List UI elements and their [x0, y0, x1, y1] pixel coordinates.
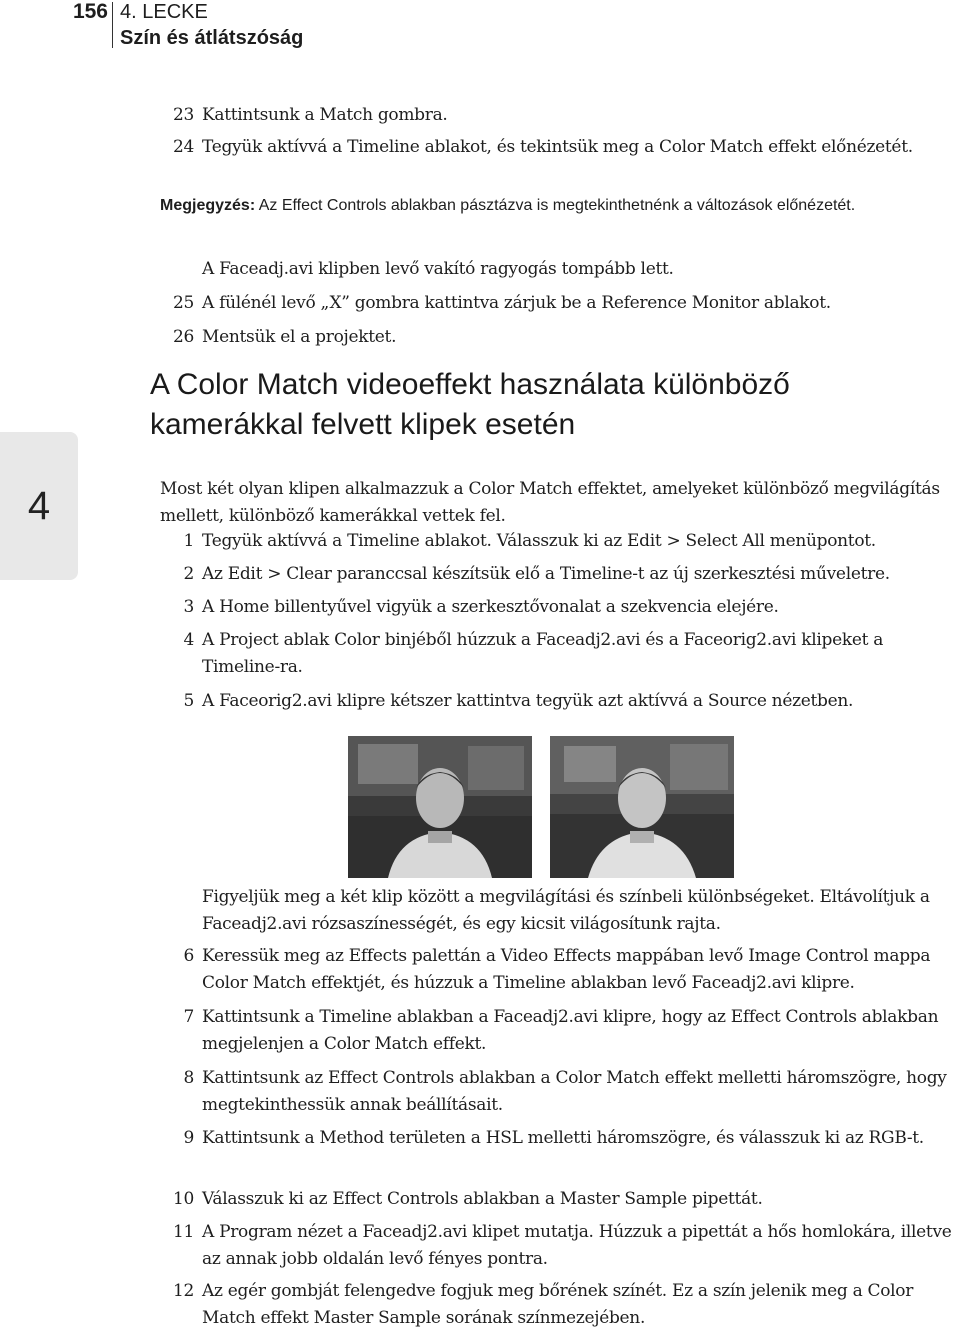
- step-item: [160, 134, 960, 161]
- step-item: [160, 594, 960, 621]
- clip-right-frame: [550, 736, 734, 878]
- step-text: A fülénél levő „X” gombra kattintva zárjuk be a Reference Monitor ablakot.: [202, 293, 831, 313]
- step-number: 8: [183, 1068, 194, 1088]
- step-item: [160, 943, 960, 997]
- step-number: 6: [183, 946, 194, 966]
- lesson-label: 4. LECKE: [120, 1, 208, 23]
- page-number: 156: [72, 0, 108, 23]
- step-text: Keressük meg az Effects palettán a Video Effects mappában levő Image Control mappa Color Match effektjét, és húzzuk a Timeline ablakban levő Faceadj2.avi klipre.: [202, 946, 931, 993]
- step-text: Tegyük aktívvá a Timeline ablakot, és tekintsük meg a Color Match effekt előnézetét.: [202, 137, 913, 157]
- step-number: 5: [183, 691, 194, 711]
- step-text: Az egér gombját felengedve fogjuk meg bőrének színét. Ez a szín jelenik meg a Color Match effekt Master Sample sorának színmezejében.: [202, 1281, 914, 1328]
- step-number: 9: [183, 1128, 194, 1148]
- step-item: [160, 627, 960, 681]
- section-heading: A Color Match videoeffekt használata különböző kamerákkal felvett klipek esetén: [150, 368, 790, 441]
- header-divider: [112, 2, 113, 48]
- step-number: 24: [172, 137, 194, 157]
- result-paragraph: A Faceadj.avi klipben levő vakító ragyogás tompább lett.: [202, 259, 674, 279]
- step-text: A Project ablak Color binjéből húzzuk a Faceadj2.avi és a Faceorig2.avi klipeket a Timeline-ra.: [202, 630, 884, 677]
- step-text: Kattintsunk a Match gombra.: [202, 105, 448, 125]
- step-text: Válasszuk ki az Effect Controls ablakban a Master Sample pipettát.: [202, 1189, 763, 1209]
- step-number: 23: [172, 105, 194, 125]
- clip-left-frame: [348, 736, 532, 878]
- step-item: [160, 102, 960, 129]
- step-item: [160, 324, 960, 351]
- step-number: 4: [183, 630, 194, 650]
- step-text: Kattintsunk a Timeline ablakban a Faceadj2.avi klipre, hogy az Effect Controls ablakban megjelenjen a Color Match effekt.: [202, 1007, 939, 1054]
- note-box: [160, 193, 940, 219]
- step-text: Kattintsunk a Method területen a HSL melletti háromszögre, és válasszuk ki az RGB-t.: [202, 1128, 924, 1148]
- step-item: [160, 1219, 960, 1273]
- step-item: [160, 1125, 960, 1152]
- step-text: Mentsük el a projektet.: [202, 327, 397, 347]
- step-item: [160, 688, 960, 715]
- step-number: 11: [172, 1222, 194, 1242]
- step-number: 2: [183, 564, 194, 584]
- chapter-tab-number: 4: [27, 483, 51, 528]
- note-label: Megjegyzés:: [160, 197, 256, 214]
- step-item: [160, 561, 960, 588]
- step-item: [160, 1065, 960, 1119]
- step-item: [160, 1004, 960, 1058]
- step-item: [160, 290, 960, 317]
- step-text: A Program nézet a Faceadj2.avi klipet mutatja. Húzzuk a pipettát a hős homlokára, illetve az annak jobb oldalán levő fényes pontra.: [202, 1222, 952, 1269]
- intro-paragraph: Most két olyan klipen alkalmazzuk a Color Match effektet, amelyeket különböző megvilágítás mellett, különböző kamerákkal vettek fel.: [160, 479, 940, 526]
- observation-paragraph: Figyeljük meg a két klip között a megvilágítási és színbeli különbségeket. Eltávolítjuk a Faceadj2.avi rózsaszínességét, és egy kicsit világosítunk rajta.: [202, 887, 930, 934]
- step-number: 25: [172, 293, 194, 313]
- step-number: 10: [172, 1189, 194, 1209]
- step-item: [160, 528, 960, 555]
- step-number: 7: [183, 1007, 194, 1027]
- step-number: 26: [172, 327, 194, 347]
- step-text: Tegyük aktívvá a Timeline ablakot. Válasszuk ki az Edit > Select All menüpontot.: [202, 531, 876, 551]
- step-item: [160, 1278, 960, 1332]
- step-text: A Faceorig2.avi klipre kétszer kattintva tegyük azt aktívvá a Source nézetben.: [202, 691, 854, 711]
- note-text: Az Effect Controls ablakban pásztázva is megtekinthetnénk a változások előnézetét.: [255, 197, 856, 214]
- step-text: A Home billentyűvel vigyük a szerkesztővonalat a szekvencia elejére.: [202, 597, 779, 617]
- step-item: [160, 1186, 960, 1213]
- chapter-tab: [0, 432, 78, 580]
- lesson-title: Szín és átlátszóság: [120, 27, 304, 49]
- step-number: 12: [172, 1281, 194, 1301]
- step-number: 1: [183, 531, 194, 551]
- step-number: 3: [183, 597, 194, 617]
- step-text: Kattintsunk az Effect Controls ablakban a Color Match effekt melletti háromszögre, hogy megtekinthessük annak beállításait.: [202, 1068, 947, 1115]
- step-text: Az Edit > Clear paranccsal készítsük elő a Timeline-t az új szerkesztési műveletre.: [202, 564, 890, 584]
